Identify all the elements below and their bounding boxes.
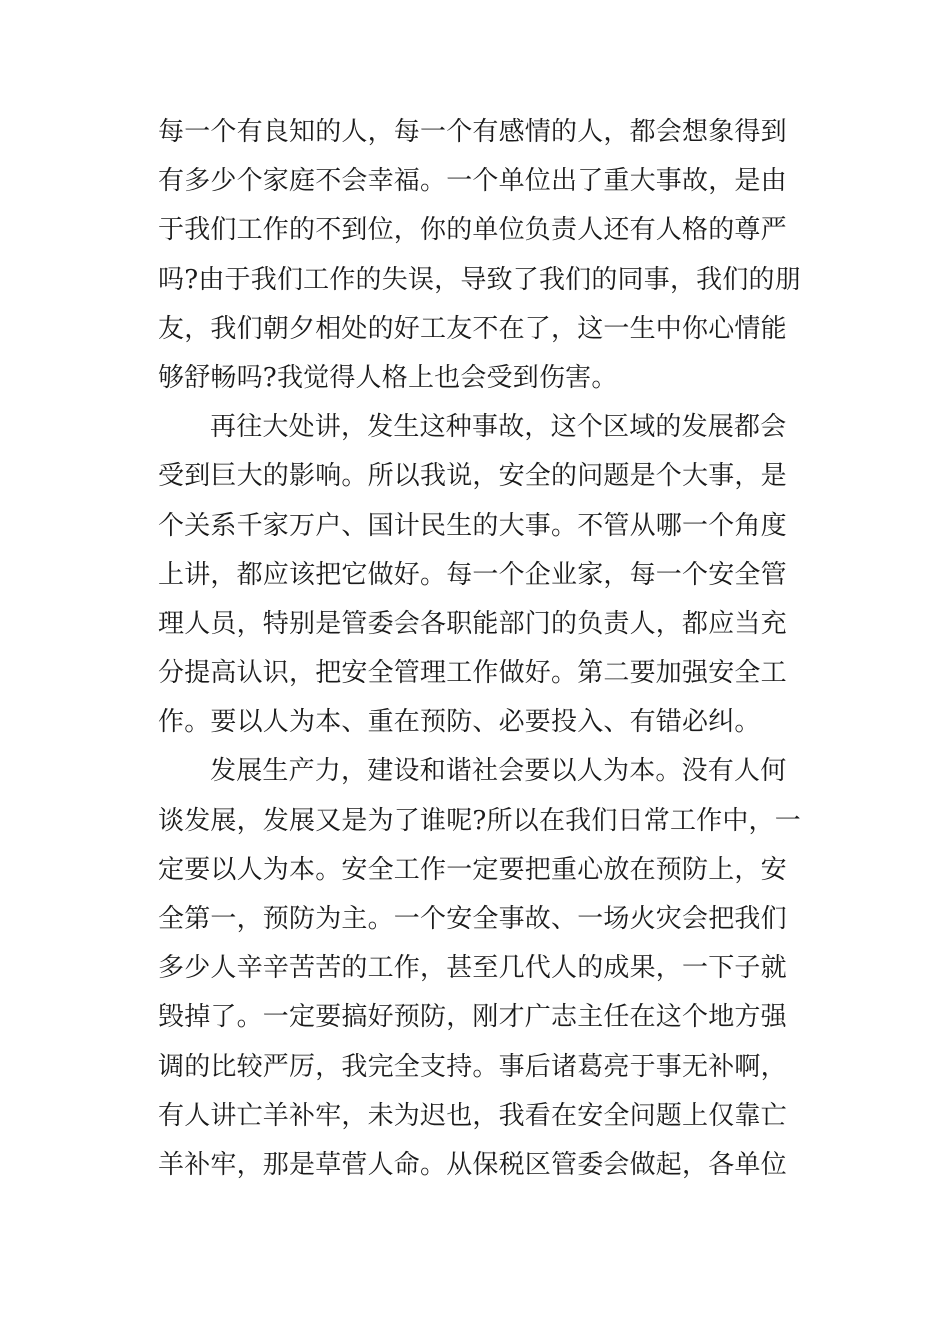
document-body [158, 108, 801, 1190]
text-line-4: 吗?由于我们工作的失误，导致了我们的同事，我们的朋 [158, 264, 801, 295]
text-line-18: 多少人辛辛苦苦的工作，甚至几代人的成果，一下子就 [158, 953, 787, 984]
text-line-5: 友，我们朝夕相处的好工友不在了，这一生中你心情能 [158, 313, 787, 344]
text-line-6: 够舒畅吗?我觉得人格上也会受到伤害。 [158, 362, 618, 393]
text-line-19: 毁掉了。一定要搞好预防，刚才广志主任在这个地方强 [158, 1002, 787, 1033]
text-line-1: 每一个有良知的人，每一个有感情的人，都会想象得到 [158, 117, 787, 147]
text-line-20: 调的比较严厉，我完全支持。事后诸葛亮于事无补啊， [158, 1051, 787, 1082]
text-line-3: 于我们工作的不到位，你的单位负责人还有人格的尊严 [158, 215, 787, 246]
text-line-21: 有人讲亡羊补牢，未为迟也，我看在安全问题上仅靠亡 [158, 1100, 787, 1131]
text-line-9: 个关系千家万户、国计民生的大事。不管从哪一个角度 [158, 510, 787, 541]
text-line-13: 作。要以人为本、重在预防、必要投入、有错必纠。 [158, 707, 761, 738]
text-line-2: 有多少个家庭不会幸福。一个单位出了重大事故，是由 [158, 166, 787, 197]
text-line-8: 受到巨大的影响。所以我说，安全的问题是个大事，是 [158, 461, 787, 492]
paragraph-start-line: 发展生产力，建设和谐社会要以人为本。没有人何 [210, 756, 787, 787]
text-line-17: 全第一，预防为主。一个安全事故、一场火灾会把我们 [158, 904, 787, 934]
text-line-12: 分提高认识，把安全管理工作做好。第二要加强安全工 [158, 658, 787, 689]
text-line-16: 定要以人为本。安全工作一定要把重心放在预防上，安 [158, 854, 787, 885]
text-line-10: 上讲，都应该把它做好。每一个企业家，每一个安全管 [158, 559, 787, 590]
paragraph-start-line: 再往大处讲，发生这种事故，这个区域的发展都会 [210, 412, 787, 443]
text-line-11: 理人员，特别是管委会各职能部门的负责人，都应当充 [158, 608, 787, 639]
text-line-15: 谈发展，发展又是为了谁呢?所以在我们日常工作中，一 [158, 805, 801, 836]
text-line-22: 羊补牢，那是草菅人命。从保税区管委会做起，各单位 [158, 1149, 787, 1180]
